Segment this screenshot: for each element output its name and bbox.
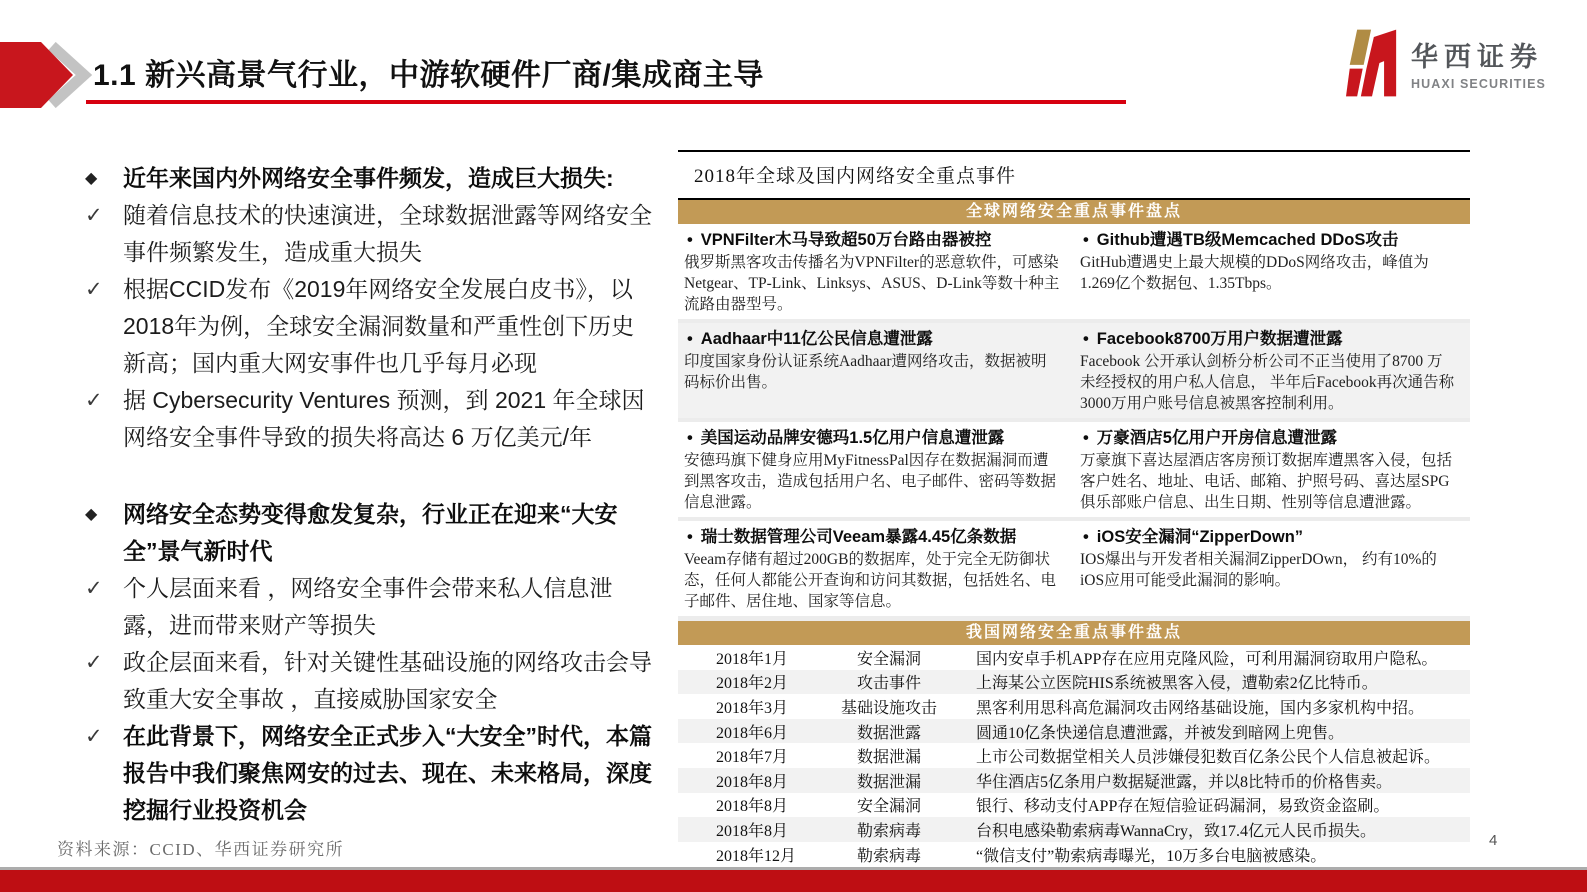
bullet-text: 根据CCID发布《2019年网络安全发展白皮书》，以2018年为例，全球安全漏洞数量和严重性创下历史新高；国内重大网安事件也几乎每月必现 — [123, 276, 635, 376]
domestic-event-row — [678, 768, 1470, 793]
event-category: 勒索病毒 — [856, 822, 921, 840]
event-description: Facebook 公开承认剑桥分析公司不正当使用了8700 万未经授权的用户私人信息， 半年后Facebook再次通告称3000万用户账号信息被黑客控制利用。 — [1080, 353, 1455, 412]
event-title: Facebook8700万用户数据遭泄露 — [1096, 330, 1343, 348]
global-event-row — [678, 319, 1470, 418]
dot-bullet-icon: • — [687, 528, 693, 546]
event-description: Veeam存储有超过200GB的数据库，处于完全无防御状态，任何人都能公开查询和访问其数据，包括姓名、电子邮件、居住地、国家等信息。 — [684, 551, 1057, 610]
event-category: 勒索病毒 — [856, 847, 921, 865]
domestic-event-row — [678, 694, 1470, 719]
event-date: 2018年6月 — [716, 724, 789, 742]
check-icon: ✓ — [85, 577, 103, 600]
dot-bullet-icon: • — [1083, 231, 1089, 249]
event-date: 2018年8月 — [716, 822, 789, 840]
event-date: 2018年1月 — [716, 650, 789, 668]
events-table — [678, 150, 1470, 866]
global-events-grid — [678, 224, 1470, 621]
event-description: 上海某公立医院HIS系统被黑客入侵，遭勒索2亿比特币。 — [976, 675, 1378, 693]
event-cell — [678, 521, 1074, 616]
event-description: 圆通10亿条快递信息遭泄露，并被发到暗网上兜售。 — [976, 724, 1345, 742]
logo-en-text: HUAXI SECURITIES — [1411, 77, 1546, 91]
event-category: 数据泄露 — [856, 724, 921, 742]
event-date: 2018年2月 — [716, 675, 789, 693]
event-title: 美国运动品牌安德玛1.5亿用户信息遭泄露 — [700, 429, 1005, 447]
global-section-header: 全球网络安全重点事件盘点 — [678, 200, 1470, 224]
bullet-item — [85, 644, 653, 718]
bullet-text: 在此背景下，网络安全正式步入“大安全”时代，本篇报告中我们聚焦网安的过去、现在、未来格局，深度挖掘行业投资机会 — [123, 723, 652, 823]
domestic-event-row — [678, 793, 1470, 818]
event-category: 安全漏洞 — [856, 798, 921, 816]
event-category: 数据泄漏 — [856, 749, 921, 767]
logo-cn-text: 华西证券 — [1411, 42, 1543, 72]
page-title: 1.1 新兴高景气行业，中游软硬件厂商/集成商主导 — [93, 59, 764, 92]
event-title-row — [1080, 327, 1456, 351]
title-underline — [86, 100, 1126, 104]
event-description: 黑客利用思科高危漏洞攻击网络基础设施，国内多家机构中招。 — [976, 699, 1425, 717]
event-cell — [678, 224, 1074, 319]
event-title-row — [684, 327, 1060, 351]
event-description: 印度国家身份认证系统Aadhaar遭网络攻击，数据被明码标价出售。 — [684, 353, 1047, 391]
footer-red-bar — [0, 870, 1587, 892]
check-icon: ✓ — [85, 651, 103, 674]
bullet-text: 政企层面来看，针对关键性基础设施的网络攻击会导致重大安全事故 ，直接威胁国家安全 — [123, 649, 652, 712]
bullet-item — [85, 382, 653, 456]
event-description: GitHub遭遇史上最大规模的DDoS网络攻击，峰值为1.269亿个数据包、1.35Tbps。 — [1080, 254, 1429, 292]
dot-bullet-icon: • — [1083, 429, 1089, 447]
event-cell — [1074, 224, 1470, 319]
check-icon: ✓ — [85, 389, 103, 412]
section-heading: 网络安全态势变得愈发复杂，行业正在迎来“大安全”景气新时代 — [123, 501, 618, 564]
huaxi-logo — [1346, 28, 1546, 98]
event-date: 2018年3月 — [716, 699, 789, 717]
event-description: 台积电感染勒索病毒WannaCry，致17.4亿元人民币损失。 — [976, 822, 1377, 840]
event-date: 2018年8月 — [716, 773, 789, 791]
event-title-row — [1080, 525, 1456, 549]
event-description: 上市公司数据堂相关人员涉嫌侵犯数百亿条公民个人信息被起诉。 — [976, 749, 1441, 767]
domestic-events-table — [678, 645, 1470, 866]
chevron-decoration — [0, 42, 106, 108]
event-title-row — [1080, 228, 1456, 252]
check-icon: ✓ — [85, 278, 103, 301]
global-event-row — [678, 224, 1470, 319]
event-title-row — [684, 525, 1060, 549]
domestic-event-row — [678, 645, 1470, 670]
dot-bullet-icon: • — [687, 330, 693, 348]
source-note: 资料来源：CCID、华西证券研究所 — [57, 840, 345, 859]
table-title: 2018年全球及国内网络安全重点事件 — [678, 152, 1470, 200]
event-title-row — [684, 228, 1060, 252]
event-description: 银行、移动支付APP存在短信验证码漏洞，易致资金盗刷。 — [976, 798, 1390, 816]
event-category: 基础设施攻击 — [840, 699, 937, 717]
bullet-section — [85, 160, 653, 456]
bullet-section — [85, 496, 653, 829]
check-icon: ✓ — [85, 204, 103, 227]
key-points-panel — [85, 160, 653, 869]
event-date: 2018年7月 — [716, 749, 789, 767]
check-icon: ✓ — [85, 725, 103, 748]
bullet-item — [85, 197, 653, 271]
bullet-item — [85, 570, 653, 644]
bullet-text: 个人层面来看 ，网络安全事件会带来私人信息泄露，进而带来财产等损失 — [123, 575, 613, 638]
event-cell — [678, 422, 1074, 517]
section-heading-row — [85, 496, 653, 570]
event-title: Aadhaar中11亿公民信息遭泄露 — [700, 330, 933, 348]
event-cell — [678, 323, 1074, 418]
event-title: VPNFilter木马导致超50万台路由器被控 — [700, 231, 992, 249]
event-category: 安全漏洞 — [856, 650, 921, 668]
event-title: 瑞士数据管理公司Veeam暴露4.45亿条数据 — [700, 528, 1017, 546]
diamond-bullet-icon: ◆ — [85, 170, 98, 187]
event-description: 万豪旗下喜达屋酒店客房预订数据库遭黑客入侵，包括客户姓名、地址、电话、邮箱、护照号码、喜达屋SPG俱乐部账户信息、出生日期、性别等信息遭泄露。 — [1080, 452, 1453, 511]
event-description: “微信支付”勒索病毒曝光，10万多台电脑被感染。 — [976, 847, 1327, 865]
domestic-event-row — [678, 670, 1470, 695]
bullet-text: 据 Cybersecurity Ventures 预测，到 2021 年全球因网络安全事件导致的损失将高达 6 万亿美元/年 — [123, 387, 645, 450]
domestic-event-row — [678, 719, 1470, 744]
event-category: 攻击事件 — [856, 675, 921, 693]
event-description: 国内安卓手机APP存在应用克隆风险，可利用漏洞窃取用户隐私。 — [976, 650, 1438, 668]
event-description: 安德玛旗下健身应用MyFitnessPal因存在数据漏洞而遭到黑客攻击，造成包括用户名、电子邮件、密码等数据信息泄露。 — [684, 452, 1057, 511]
page-number: 4 — [1489, 832, 1498, 849]
event-description: IOS爆出与开发者相关漏洞ZipperDOwn， 约有10%的iOS应用可能受此漏洞的影响。 — [1080, 551, 1437, 589]
dot-bullet-icon: • — [1083, 330, 1089, 348]
event-title-row — [1080, 426, 1456, 450]
event-cell — [1074, 521, 1470, 616]
bullet-text: 随着信息技术的快速演进，全球数据泄露等网络安全事件频繁发生，造成重大损失 — [123, 202, 652, 265]
dot-bullet-icon: • — [687, 231, 693, 249]
domestic-event-row — [678, 817, 1470, 842]
event-title: Github遭遇TB级Memcached DDoS攻击 — [1096, 231, 1399, 249]
logo-text — [1411, 35, 1546, 91]
diamond-bullet-icon: ◆ — [85, 506, 98, 523]
huaxi-logo-mark-icon — [1346, 28, 1398, 98]
event-cell — [1074, 422, 1470, 517]
event-title-row — [684, 426, 1060, 450]
event-date: 2018年8月 — [716, 798, 789, 816]
global-event-row — [678, 517, 1470, 616]
section-heading: 近年来国内外网络安全事件频发，造成巨大损失: — [123, 165, 614, 191]
dot-bullet-icon: • — [687, 429, 693, 447]
event-description: 华住酒店5亿条用户数据疑泄露，并以8比特币的价格售卖。 — [976, 773, 1393, 791]
event-description: 俄罗斯黑客攻击传播名为VPNFilter的恶意软件，可感染Netgear、TP-Link、Linksys、ASUS、D-Link等数十种主流路由器型号。 — [684, 254, 1060, 313]
bullet-item — [85, 718, 653, 829]
domestic-event-row — [678, 743, 1470, 768]
event-title: iOS安全漏洞“ZipperDown” — [1096, 528, 1304, 546]
domestic-section-header: 我国网络安全重点事件盘点 — [678, 621, 1470, 645]
section-heading-row — [85, 160, 653, 197]
bullet-item — [85, 271, 653, 382]
domestic-event-row — [678, 842, 1470, 867]
event-title: 万豪酒店5亿用户开房信息遭泄露 — [1096, 429, 1337, 447]
event-cell — [1074, 323, 1470, 418]
event-date: 2018年12月 — [716, 847, 797, 865]
event-category: 数据泄漏 — [856, 773, 921, 791]
dot-bullet-icon: • — [1083, 528, 1089, 546]
global-event-row — [678, 418, 1470, 517]
